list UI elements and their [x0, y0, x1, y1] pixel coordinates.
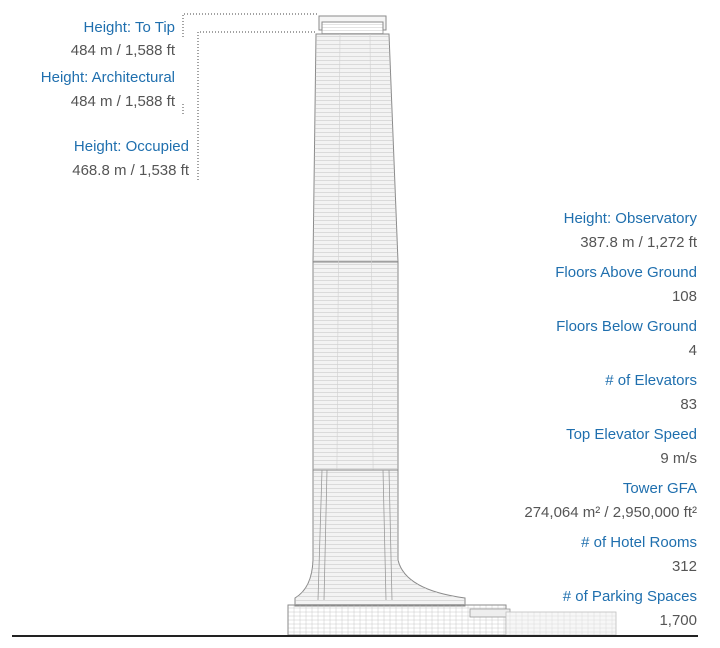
stat-value: 274,064 m² / 2,950,000 ft²	[524, 504, 697, 521]
height-occupied-label[interactable]: Height: Occupied	[73, 138, 189, 155]
tower-podium	[288, 605, 616, 635]
stat-value: 312	[671, 558, 697, 575]
tower-base-flare	[295, 470, 465, 606]
stat-value: 9 m/s	[660, 450, 697, 467]
height-leader-lines	[183, 14, 319, 180]
stat-value: 1,700	[659, 612, 697, 629]
height-to-tip-value: 484 m / 1,588 ft	[70, 42, 175, 59]
tower-crown	[319, 16, 386, 34]
height-occupied-value: 468.8 m / 1,538 ft	[72, 162, 189, 179]
stat-value: 108	[671, 288, 697, 305]
stat-label[interactable]: Top Elevator Speed	[566, 426, 697, 443]
stat-label[interactable]: # of Elevators	[605, 372, 697, 389]
stat-value: 387.8 m / 1,272 ft	[580, 234, 697, 251]
stat-label[interactable]: # of Hotel Rooms	[581, 534, 697, 551]
stat-label[interactable]: Tower GFA	[622, 480, 697, 497]
stat-label[interactable]: # of Parking Spaces	[562, 588, 697, 605]
height-architectural-value: 484 m / 1,588 ft	[70, 93, 175, 110]
height-to-tip-label[interactable]: Height: To Tip	[83, 19, 175, 36]
stat-value: 83	[680, 396, 697, 413]
stat-label[interactable]: Floors Above Ground	[555, 264, 697, 281]
stat-label[interactable]: Floors Below Ground	[556, 318, 697, 335]
stat-label[interactable]: Height: Observatory	[563, 210, 697, 227]
height-architectural-label[interactable]: Height: Architectural	[40, 69, 175, 86]
stat-value: 4	[688, 342, 697, 359]
